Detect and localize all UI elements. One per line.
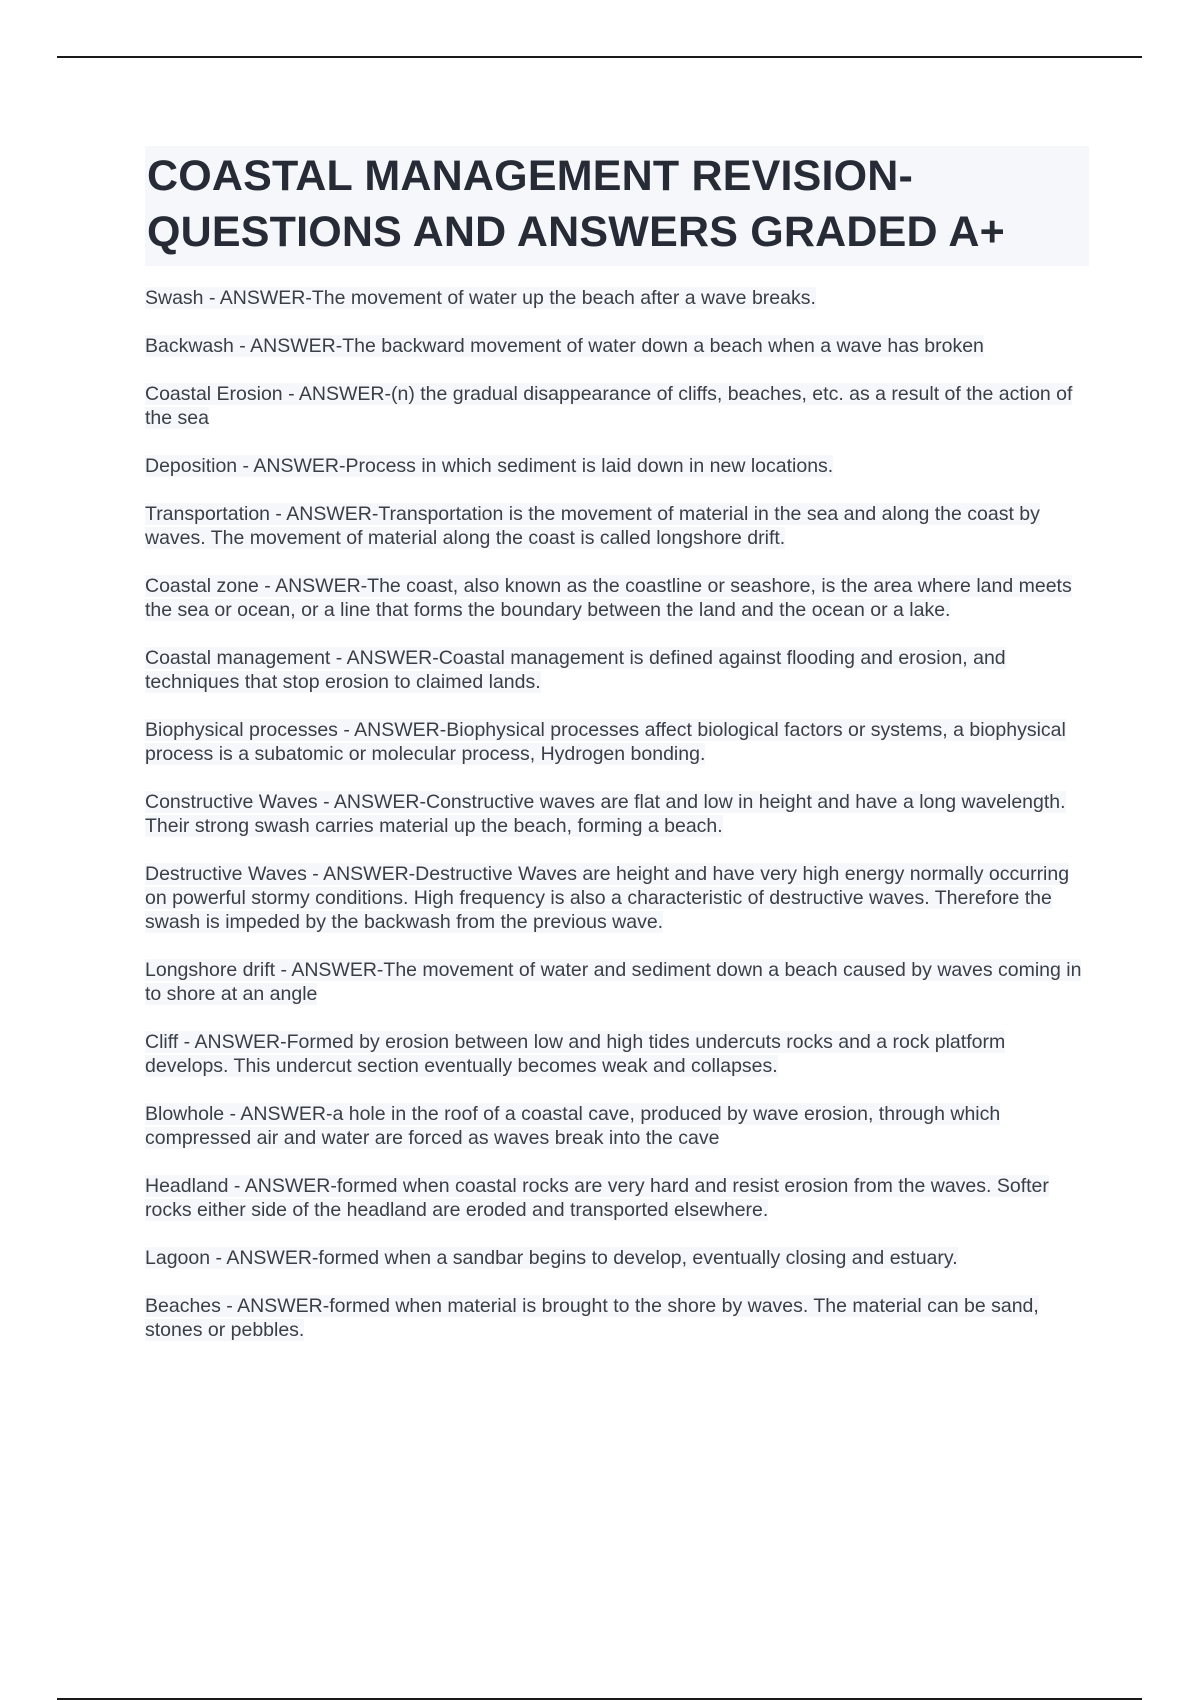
qa-text: Backwash - ANSWER-The backward movement of water down a beach when a wave has broken bbox=[145, 335, 984, 357]
qa-item bbox=[145, 646, 1089, 694]
qa-text: Swash - ANSWER-The movement of water up the beach after a wave breaks. bbox=[145, 287, 816, 309]
qa-list bbox=[145, 286, 1089, 1342]
qa-text: Destructive Waves - ANSWER-Destructive Waves are height and have very high energy normally occurring on powerful stormy conditions. High frequency is also a characteristic of destructive waves. Therefore the swash is impeded by the backwash from the previous wave. bbox=[145, 863, 1070, 933]
qa-item bbox=[145, 382, 1089, 430]
qa-text: Coastal management - ANSWER-Coastal management is defined against flooding and erosion, and techniques that stop erosion to claimed lands. bbox=[145, 647, 1006, 693]
qa-item bbox=[145, 502, 1089, 550]
qa-item bbox=[145, 454, 1089, 478]
qa-text: Headland - ANSWER-formed when coastal rocks are very hard and resist erosion from the waves. Softer rocks either side of the headland are eroded and transported elsewhere. bbox=[145, 1175, 1049, 1221]
qa-item bbox=[145, 1246, 1089, 1270]
qa-item bbox=[145, 334, 1089, 358]
qa-item bbox=[145, 958, 1089, 1006]
qa-text: Transportation - ANSWER-Transportation is the movement of material in the sea and along the coast by waves. The movement of material along the coast is called longshore drift. bbox=[145, 503, 1040, 549]
qa-text: Coastal zone - ANSWER-The coast, also known as the coastline or seashore, is the area where land meets the sea or ocean, or a line that forms the boundary between the land and the ocean or a lake. bbox=[145, 575, 1072, 621]
qa-text: Constructive Waves - ANSWER-Constructive waves are flat and low in height and have a long wavelength. Their strong swash carries material up the beach, forming a beach. bbox=[145, 791, 1066, 837]
qa-text: Blowhole - ANSWER-a hole in the roof of a coastal cave, produced by wave erosion, through which compressed air and water are forced as waves break into the cave bbox=[145, 1103, 1001, 1149]
qa-text: Lagoon - ANSWER-formed when a sandbar begins to develop, eventually closing and estuary. bbox=[145, 1247, 958, 1269]
qa-text: Cliff - ANSWER-Formed by erosion between low and high tides undercuts rocks and a rock platform develops. This undercut section eventually becomes weak and collapses. bbox=[145, 1031, 1006, 1077]
qa-item bbox=[145, 1030, 1089, 1078]
title-block bbox=[145, 146, 1089, 266]
qa-item bbox=[145, 1294, 1089, 1342]
top-rule bbox=[57, 56, 1142, 58]
qa-item bbox=[145, 718, 1089, 766]
document-title: COASTAL MANAGEMENT REVISION- QUESTIONS AND ANSWERS GRADED A+ bbox=[147, 152, 1005, 256]
document-body bbox=[145, 146, 1089, 1366]
qa-item bbox=[145, 790, 1089, 838]
qa-text: Biophysical processes - ANSWER-Biophysical processes affect biological factors or systems, a biophysical process is a subatomic or molecular process, Hydrogen bonding. bbox=[145, 719, 1066, 765]
qa-text: Deposition - ANSWER-Process in which sediment is laid down in new locations. bbox=[145, 455, 834, 477]
qa-item bbox=[145, 1174, 1089, 1222]
qa-text: Beaches - ANSWER-formed when material is brought to the shore by waves. The material can be sand, stones or pebbles. bbox=[145, 1295, 1039, 1341]
qa-item bbox=[145, 574, 1089, 622]
qa-item bbox=[145, 862, 1089, 934]
qa-text: Coastal Erosion - ANSWER-(n) the gradual disappearance of cliffs, beaches, etc. as a result of the action of the sea bbox=[145, 383, 1073, 429]
qa-item bbox=[145, 286, 1089, 310]
qa-item bbox=[145, 1102, 1089, 1150]
qa-text: Longshore drift - ANSWER-The movement of water and sediment down a beach caused by waves coming in to shore at an angle bbox=[145, 959, 1082, 1005]
